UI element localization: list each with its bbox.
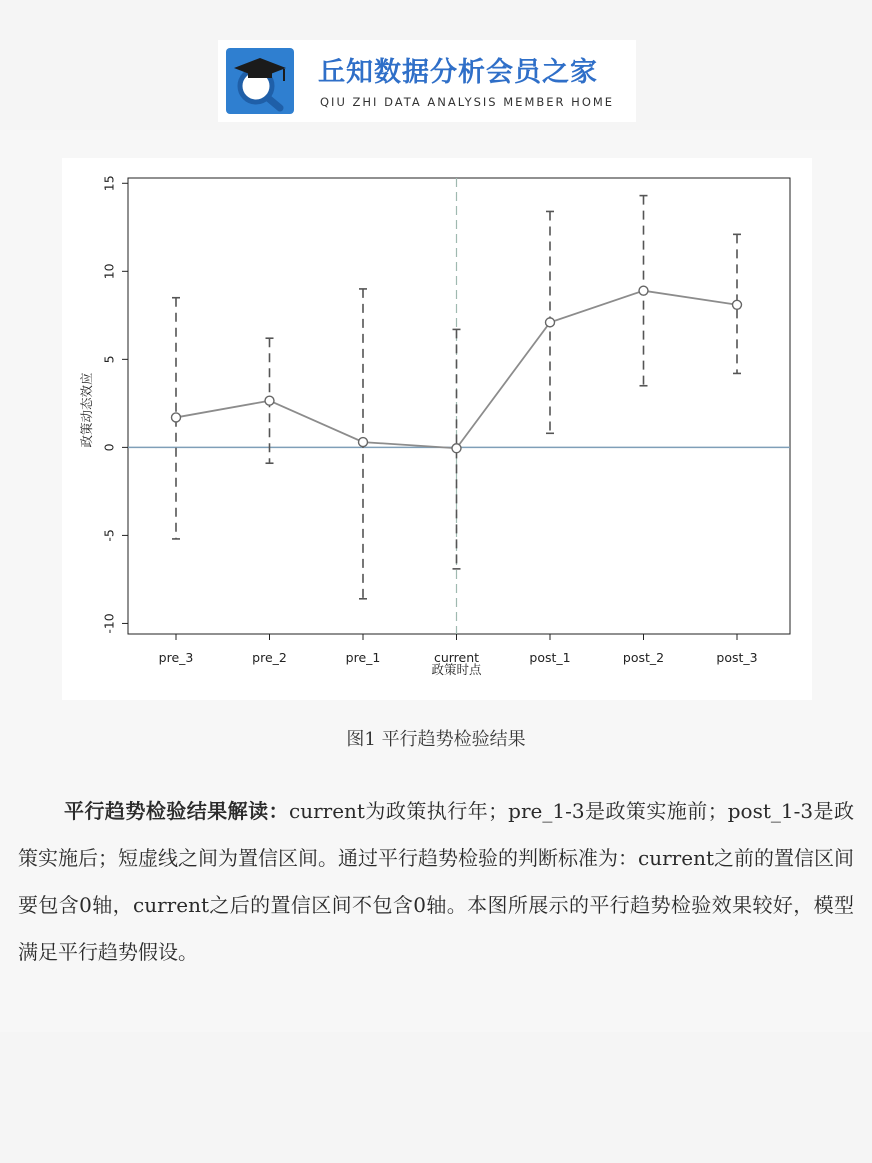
- y-tick-label: 10: [101, 263, 117, 280]
- x-tick-label: post_1: [529, 650, 571, 665]
- x-tick-label: pre_3: [158, 650, 194, 665]
- y-tick-label: -5: [101, 529, 117, 542]
- chart-card: [62, 158, 812, 700]
- brand-title: 丘知数据分析会员之家: [318, 57, 598, 88]
- brand-subtitle: QIU ZHI DATA ANALYSIS MEMBER HOME: [320, 95, 615, 109]
- plot-frame: [128, 178, 790, 634]
- interpretation-body: current为政策执行年；pre_1-3是政策实施前；post_1-3是政策实施后；短虚线之间为置信区间。通过平行趋势检验的判断标准为：current之前的置信区间要包含0轴，current之后的置信区间不包含0轴。本图所展示的平行趋势检验效果较好，模型满足平行趋势假设。: [18, 799, 855, 964]
- x-tick-label: pre_1: [345, 650, 381, 665]
- interpretation-heading: 平行趋势检验结果解读：: [64, 799, 290, 823]
- x-tick-label: post_2: [622, 650, 665, 665]
- y-tick-label: 0: [101, 443, 117, 452]
- data-point: [546, 318, 555, 327]
- data-point: [452, 444, 461, 453]
- data-point: [733, 300, 742, 309]
- x-tick-label: pre_2: [252, 650, 287, 665]
- parallel-trend-chart: [62, 158, 812, 700]
- y-tick-label: -10: [101, 613, 117, 634]
- brand-logo-card: [218, 40, 636, 122]
- magnifier-graduation-cap-icon: [226, 48, 294, 114]
- y-axis-title: 政策动态效应: [79, 372, 94, 448]
- data-point: [172, 413, 181, 422]
- x-axis-title: 政策时点: [431, 662, 482, 677]
- figure-caption: 图1 平行趋势检验结果: [346, 729, 526, 750]
- x-tick-label: current: [433, 650, 480, 665]
- data-point: [265, 396, 274, 405]
- x-tick-label: post_3: [716, 650, 758, 665]
- y-tick-label: 5: [101, 355, 117, 364]
- interpretation-paragraph: [18, 788, 854, 976]
- data-point: [639, 286, 648, 295]
- y-tick-label: 15: [101, 175, 117, 192]
- data-point: [359, 438, 368, 447]
